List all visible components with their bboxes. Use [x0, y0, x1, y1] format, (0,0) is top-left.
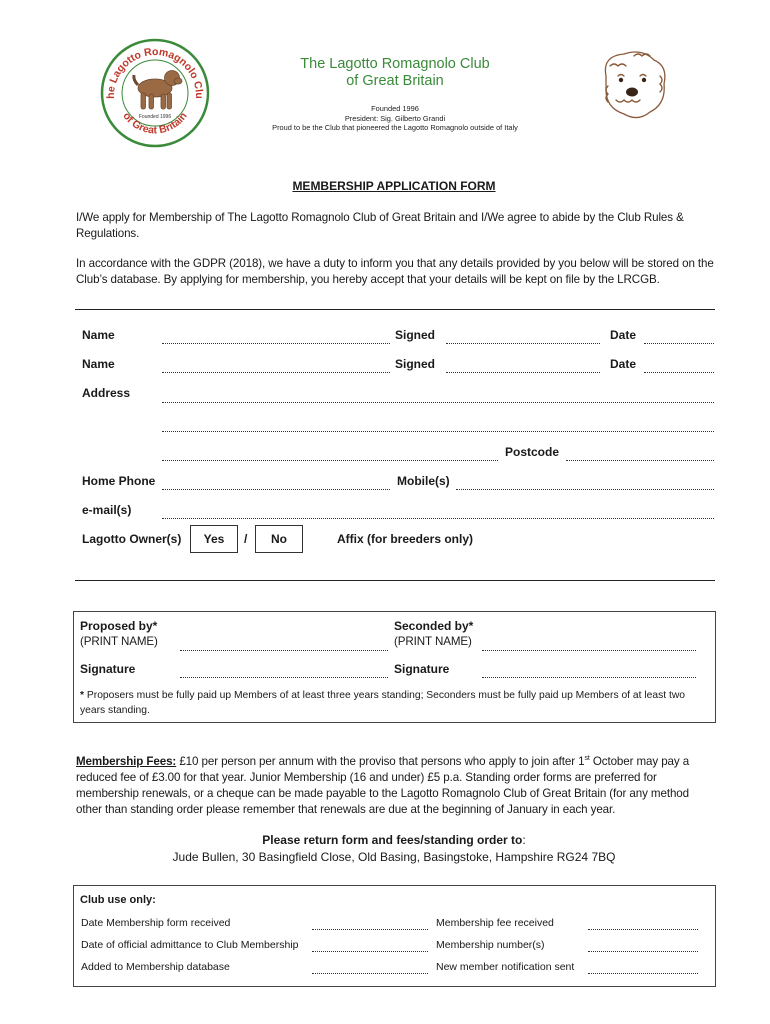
proposer-name-field[interactable] — [180, 650, 388, 651]
club-use-right-3: New member notification sent — [436, 961, 575, 973]
club-use-right-2: Membership number(s) — [436, 939, 545, 951]
seal-text-bottom: of Great Britain — [120, 110, 190, 137]
club-use-field-right-1[interactable] — [588, 929, 698, 930]
date-field-2[interactable] — [644, 372, 714, 373]
seconded-print-name: (PRINT NAME) — [394, 635, 472, 648]
seconded-by-label: Seconded by* — [394, 619, 474, 633]
name-field-1[interactable] — [162, 343, 390, 344]
club-use-field-left-2[interactable] — [312, 951, 428, 952]
dog-portrait-logo — [594, 46, 674, 124]
form-title: MEMBERSHIP APPLICATION FORM — [292, 179, 496, 193]
note-asterisk: * — [80, 690, 85, 701]
club-subinfo — [230, 104, 560, 133]
club-use-left-3: Added to Membership database — [81, 961, 230, 973]
return-heading-text: Please return form and fees/standing order to — [262, 833, 523, 847]
section-divider — [75, 309, 715, 310]
president-text: President: Sig. Gilberto Grandi — [344, 113, 446, 123]
name-label-1: Name — [82, 328, 115, 342]
fees-label: Membership Fees: — [76, 754, 177, 768]
note-text: Proposers must be fully paid up Members of at least three years standing; Seconders must be fully paid up Members of at least two years standing. — [80, 690, 685, 716]
signed-field-2[interactable] — [446, 372, 600, 373]
fees-text-a: £10 per person per annum with the proviso that persons who apply to join after 1 — [179, 754, 585, 768]
club-name-line1: The Lagotto Romagnolo Club — [300, 56, 490, 72]
club-use-field-left-1[interactable] — [312, 929, 428, 930]
seal-founded-text: Founded 1996 — [138, 114, 172, 120]
club-use-heading: Club use only: — [80, 894, 156, 906]
slash-separator: / — [244, 532, 248, 546]
affix-label: Affix (for breeders only) — [337, 532, 474, 546]
signed-label-2: Signed — [395, 357, 436, 371]
return-heading-colon: : — [522, 833, 526, 847]
postcode-field[interactable] — [566, 460, 714, 461]
club-name — [230, 56, 560, 90]
proud-text: Proud to be the Club that pioneered the Lagotto Romagnolo outside of Italy — [272, 123, 518, 132]
club-name-line2: of Great Britain — [346, 73, 444, 89]
date-label-1: Date — [610, 328, 637, 342]
address-field-line1[interactable] — [162, 402, 714, 403]
club-use-right-1: Membership fee received — [436, 917, 554, 929]
club-use-field-left-3[interactable] — [312, 973, 428, 974]
yes-checkbox[interactable]: Yes — [190, 525, 238, 553]
lagotto-owner-label: Lagotto Owner(s) — [82, 532, 182, 546]
seconder-signature-label: Signature — [394, 662, 450, 676]
postcode-label: Postcode — [505, 445, 560, 459]
mobile-label: Mobile(s) — [397, 474, 450, 488]
club-use-field-right-2[interactable] — [588, 951, 698, 952]
club-use-left-2: Date of official admittance to Club Membership — [81, 939, 299, 951]
proposed-print-name: (PRINT NAME) — [80, 635, 158, 648]
signed-label-1: Signed — [395, 328, 436, 342]
email-label: e-mail(s) — [82, 503, 132, 517]
date-label-2: Date — [610, 357, 637, 371]
mobile-field[interactable] — [456, 489, 714, 490]
fees-paragraph — [76, 751, 712, 818]
proposed-by-label: Proposed by* — [80, 619, 158, 633]
name-field-2[interactable] — [162, 372, 390, 373]
section-divider-2 — [75, 580, 715, 581]
proposer-note — [80, 688, 705, 718]
address-field-line2[interactable] — [162, 431, 714, 432]
founded-text: Founded 1996 — [371, 104, 419, 113]
address-label: Address — [82, 386, 131, 400]
return-heading — [0, 833, 770, 847]
proposer-signature-label: Signature — [80, 662, 136, 676]
home-phone-label: Home Phone — [82, 474, 156, 488]
intro-paragraph: I/We apply for Membership of The Lagotto Romagnolo Club of Great Britain and I/We agree to abide by the Club Rules & Regulations. — [76, 211, 684, 240]
club-seal-logo — [100, 38, 210, 148]
date-field-1[interactable] — [644, 343, 714, 344]
fees-text-b: October may pay a reduced fee of £3.00 for that year. Junior Membership (16 and under) £5 p.a. Standing order forms are preferred for membership renewals, or a cheque can be made payable to the Lagotto Romagnolo Club of Great Britain (for any method other than standing order please remember that renewals are due at the beginning of January in each year. — [76, 754, 690, 816]
proposer-signature-field[interactable] — [180, 677, 388, 678]
gdpr-paragraph: In accordance with the GDPR (2018), we have a duty to inform you that any details provided by you below will be stored on the Club’s database. By applying for membership, you hereby accept that your details will be kept on file by the LRCGB. — [76, 257, 714, 286]
seconder-signature-field[interactable] — [482, 677, 696, 678]
signed-field-1[interactable] — [446, 343, 600, 344]
email-field[interactable] — [162, 518, 714, 519]
no-checkbox[interactable]: No — [255, 525, 303, 553]
name-label-2: Name — [82, 357, 115, 371]
address-field-line3[interactable] — [162, 460, 498, 461]
club-use-field-right-3[interactable] — [588, 973, 698, 974]
seal-text-top: he Lagotto Romagnolo Clu — [104, 45, 206, 99]
fees-sup: st — [584, 755, 590, 762]
club-use-left-1: Date Membership form received — [81, 917, 231, 929]
return-address: Jude Bullen, 30 Basingfield Close, Old Basing, Basingstoke, Hampshire RG24 7BQ — [172, 850, 616, 864]
seconder-name-field[interactable] — [482, 650, 696, 651]
home-phone-field[interactable] — [162, 489, 390, 490]
